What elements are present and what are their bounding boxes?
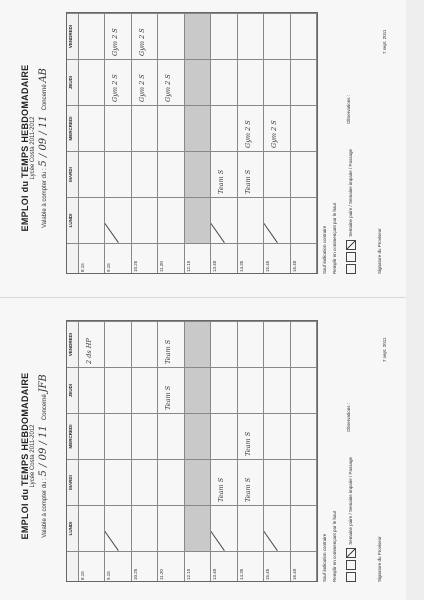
timetable-cell xyxy=(158,13,184,59)
page-fold-line xyxy=(0,297,424,298)
sheet-school: Lycée Costa 2011-2012 xyxy=(30,116,36,180)
timetable-cell xyxy=(79,505,105,551)
timetable-cell xyxy=(132,413,158,459)
timetable-cell xyxy=(132,505,158,551)
timetable-sheet-bottom xyxy=(20,316,400,596)
valid-value: 5 / 09 / 11 xyxy=(38,425,49,477)
legend-text: Semaine paire / Semaine impaire / Passage xyxy=(348,456,354,545)
timetable-cell xyxy=(211,105,237,151)
timetable-cell xyxy=(291,59,317,105)
signature-label: Signature du Proviseur xyxy=(377,228,382,274)
sheet-footer xyxy=(322,14,392,274)
day-header: MARDI xyxy=(67,459,79,505)
timetable-cell xyxy=(211,505,237,551)
footer-date: 7 sept. 2011 xyxy=(382,29,387,54)
timetable-cell xyxy=(291,197,317,243)
timetable-cell xyxy=(291,13,317,59)
legend-box-crossed xyxy=(346,548,356,558)
timetable-cell xyxy=(264,197,290,243)
time-slot-label: 10.25 xyxy=(132,551,158,581)
timetable-cell xyxy=(211,321,237,367)
handwritten-entry: Gym 2 S xyxy=(137,74,146,102)
day-header: JEUDI xyxy=(67,59,79,105)
timetable-sheet-top xyxy=(20,8,400,288)
handwritten-entry: Gym 2 S xyxy=(137,28,146,56)
timetable-cell xyxy=(105,505,131,551)
handwritten-entry: 2 ds HP xyxy=(85,338,93,364)
sheet-valid-row xyxy=(38,316,49,596)
time-slot-label: 15.45 xyxy=(264,243,290,273)
timetable-cell xyxy=(238,13,264,59)
sheet-title: EMPLOI du TEMPS HEBDOMADAIRE xyxy=(20,372,30,540)
timetable-cell xyxy=(158,459,184,505)
footer-note-2: Remplir en commençant par le haut xyxy=(332,202,337,274)
page-edge-shadow xyxy=(406,0,424,600)
day-header: JEUDI xyxy=(67,367,79,413)
timetable-cell xyxy=(79,197,105,243)
legend-box xyxy=(346,572,356,582)
handwritten-entry: Team S xyxy=(217,169,226,194)
handwritten-entry: Gym 2 S xyxy=(164,74,173,102)
footer-note-1: Sauf indication contraire xyxy=(322,225,327,274)
time-slot-label: 16.40 xyxy=(291,243,317,273)
timetable-cell xyxy=(264,151,290,197)
footer-legend xyxy=(346,442,356,582)
observations-label: Observations : xyxy=(346,94,351,124)
legend-box xyxy=(346,264,356,274)
handwritten-entry: Team S xyxy=(164,339,173,364)
sheet-footer xyxy=(322,322,392,582)
timetable-cell xyxy=(291,151,317,197)
timetable-cell xyxy=(291,321,317,367)
handwritten-entry: Gym 2 S xyxy=(111,28,120,56)
timetable-cell xyxy=(211,59,237,105)
valid-label: Valable à compter du : xyxy=(42,478,48,538)
time-slot-label: 13.40 xyxy=(211,243,237,273)
handwritten-entry: Team S xyxy=(243,431,252,456)
timetable-cell xyxy=(211,459,237,505)
timetable-cell xyxy=(238,105,264,151)
handwritten-entry: Gym 2 S xyxy=(111,74,120,102)
timetable-cell xyxy=(264,13,290,59)
sheet-school: Lycée Costa 2011-2012 xyxy=(30,424,36,488)
timetable-cell xyxy=(291,459,317,505)
sheet-header xyxy=(20,316,60,596)
timetable-cell xyxy=(264,413,290,459)
time-slot-label: 15.45 xyxy=(264,551,290,581)
observations-label: Observations : xyxy=(346,402,351,432)
timetable-cell xyxy=(238,59,264,105)
grid-corner xyxy=(67,243,79,273)
timetable-cell xyxy=(185,13,211,59)
footer-note-1: Sauf indication contraire xyxy=(322,533,327,582)
timetable-cell xyxy=(105,413,131,459)
timetable-cell xyxy=(132,59,158,105)
timetable-cell xyxy=(291,105,317,151)
signature-label: Signature du Proviseur xyxy=(377,536,382,582)
timetable-cell xyxy=(264,105,290,151)
timetable-cell xyxy=(105,151,131,197)
day-header: VENDREDI xyxy=(67,321,79,367)
time-slot-label: 12.15 xyxy=(185,243,211,273)
handwritten-entry: Team S xyxy=(217,477,226,502)
timetable-cell xyxy=(105,367,131,413)
timetable-cell xyxy=(264,321,290,367)
sheet-header xyxy=(20,8,60,288)
timetable-cell xyxy=(105,13,131,59)
time-slot-label: 10.25 xyxy=(132,243,158,273)
timetable-grid xyxy=(66,320,318,582)
timetable-cell xyxy=(185,105,211,151)
timetable-cell xyxy=(291,505,317,551)
day-header: LUNDI xyxy=(67,197,79,243)
timetable-cell xyxy=(158,321,184,367)
timetable-cell xyxy=(79,367,105,413)
timetable-cell xyxy=(105,59,131,105)
day-header: LUNDI xyxy=(67,505,79,551)
timetable-cell xyxy=(291,413,317,459)
timetable-cell xyxy=(238,197,264,243)
strike-line xyxy=(264,506,278,551)
time-slot-label: 9.15 xyxy=(105,551,131,581)
valid-value: 5 / 09 / 11 xyxy=(38,115,49,167)
strike-line xyxy=(211,506,225,551)
strike-line xyxy=(105,506,119,551)
timetable-cell xyxy=(185,151,211,197)
time-slot-label: 11.20 xyxy=(158,243,184,273)
timetable-cell xyxy=(158,151,184,197)
footer-date: 7 sept. 2011 xyxy=(382,337,387,362)
timetable-cell xyxy=(79,459,105,505)
time-slot-label: 16.40 xyxy=(291,551,317,581)
timetable-cell xyxy=(79,13,105,59)
time-slot-label: 13.40 xyxy=(211,551,237,581)
timetable-cell xyxy=(238,459,264,505)
timetable-cell xyxy=(105,197,131,243)
grid-corner xyxy=(67,551,79,581)
timetable-cell xyxy=(132,151,158,197)
timetable-cell xyxy=(79,105,105,151)
time-slot-label: 14.35 xyxy=(238,243,264,273)
timetable-cell xyxy=(238,413,264,459)
timetable-cell xyxy=(238,505,264,551)
handwritten-entry: Team S xyxy=(243,169,252,194)
time-slot-label: 14.35 xyxy=(238,551,264,581)
legend-box xyxy=(346,252,356,262)
timetable-cell xyxy=(291,367,317,413)
timetable-cell xyxy=(185,59,211,105)
timetable-cell xyxy=(79,59,105,105)
timetable-cell xyxy=(211,13,237,59)
handwritten-entry: Gym 2 S xyxy=(270,120,279,148)
timetable-cell xyxy=(238,321,264,367)
concerne-value: JFB xyxy=(38,374,49,393)
timetable-cell xyxy=(105,459,131,505)
handwritten-entry: Team S xyxy=(164,385,173,410)
timetable-cell xyxy=(79,151,105,197)
strike-line xyxy=(264,198,278,243)
time-slot-label: 8.15 xyxy=(79,551,105,581)
concerne-value: AB xyxy=(38,68,49,83)
timetable-rotated xyxy=(20,316,400,596)
timetable-cell xyxy=(132,197,158,243)
valid-label: Valable à compter du : xyxy=(42,168,48,228)
timetable-cell xyxy=(264,59,290,105)
timetable-cell xyxy=(132,13,158,59)
timetable-cell xyxy=(238,151,264,197)
timetable-cell xyxy=(158,367,184,413)
timetable-cell xyxy=(185,413,211,459)
timetable-cell xyxy=(238,367,264,413)
day-header: VENDREDI xyxy=(67,13,79,59)
legend-text: Semaine paire / Semaine impaire / Passage xyxy=(348,148,354,237)
timetable-cell xyxy=(158,505,184,551)
timetable-cell xyxy=(185,197,211,243)
day-header: MERCREDI xyxy=(67,413,79,459)
timetable-cell xyxy=(211,197,237,243)
timetable-cell xyxy=(158,413,184,459)
handwritten-entry: Gym 2 S xyxy=(243,120,252,148)
timetable-cell xyxy=(185,367,211,413)
concerne-label: Concerné xyxy=(42,84,48,111)
timetable-cell xyxy=(105,321,131,367)
sheet-valid-row xyxy=(38,8,49,288)
timetable-rotated xyxy=(20,8,400,288)
time-slot-label: 8.15 xyxy=(79,243,105,273)
legend-box-crossed xyxy=(346,240,356,250)
timetable-cell xyxy=(132,367,158,413)
timetable-cell xyxy=(79,413,105,459)
strike-line xyxy=(211,198,225,243)
sheet-title: EMPLOI du TEMPS HEBDOMADAIRE xyxy=(20,64,30,232)
timetable-cell xyxy=(79,321,105,367)
footer-note-2: Remplir en commençant par le haut xyxy=(332,510,337,582)
time-slot-label: 11.20 xyxy=(158,551,184,581)
timetable-grid xyxy=(66,12,318,274)
timetable-cell xyxy=(211,413,237,459)
timetable-cell xyxy=(185,321,211,367)
strike-line xyxy=(105,198,119,243)
concerne-label: Concerné xyxy=(42,394,48,421)
timetable-cell xyxy=(158,197,184,243)
timetable-cell xyxy=(264,367,290,413)
day-header: MARDI xyxy=(67,151,79,197)
footer-legend xyxy=(346,134,356,274)
timetable-cell xyxy=(132,459,158,505)
time-slot-label: 12.15 xyxy=(185,551,211,581)
timetable-cell xyxy=(158,105,184,151)
legend-box xyxy=(346,560,356,570)
timetable-cell xyxy=(211,367,237,413)
handwritten-entry: Team S xyxy=(243,477,252,502)
timetable-cell xyxy=(185,505,211,551)
time-slot-label: 9.15 xyxy=(105,243,131,273)
timetable-cell xyxy=(132,105,158,151)
day-header: MERCREDI xyxy=(67,105,79,151)
timetable-cell xyxy=(211,151,237,197)
timetable-cell xyxy=(105,105,131,151)
timetable-cell xyxy=(185,459,211,505)
timetable-cell xyxy=(264,505,290,551)
timetable-cell xyxy=(158,59,184,105)
timetable-cell xyxy=(264,459,290,505)
timetable-cell xyxy=(132,321,158,367)
